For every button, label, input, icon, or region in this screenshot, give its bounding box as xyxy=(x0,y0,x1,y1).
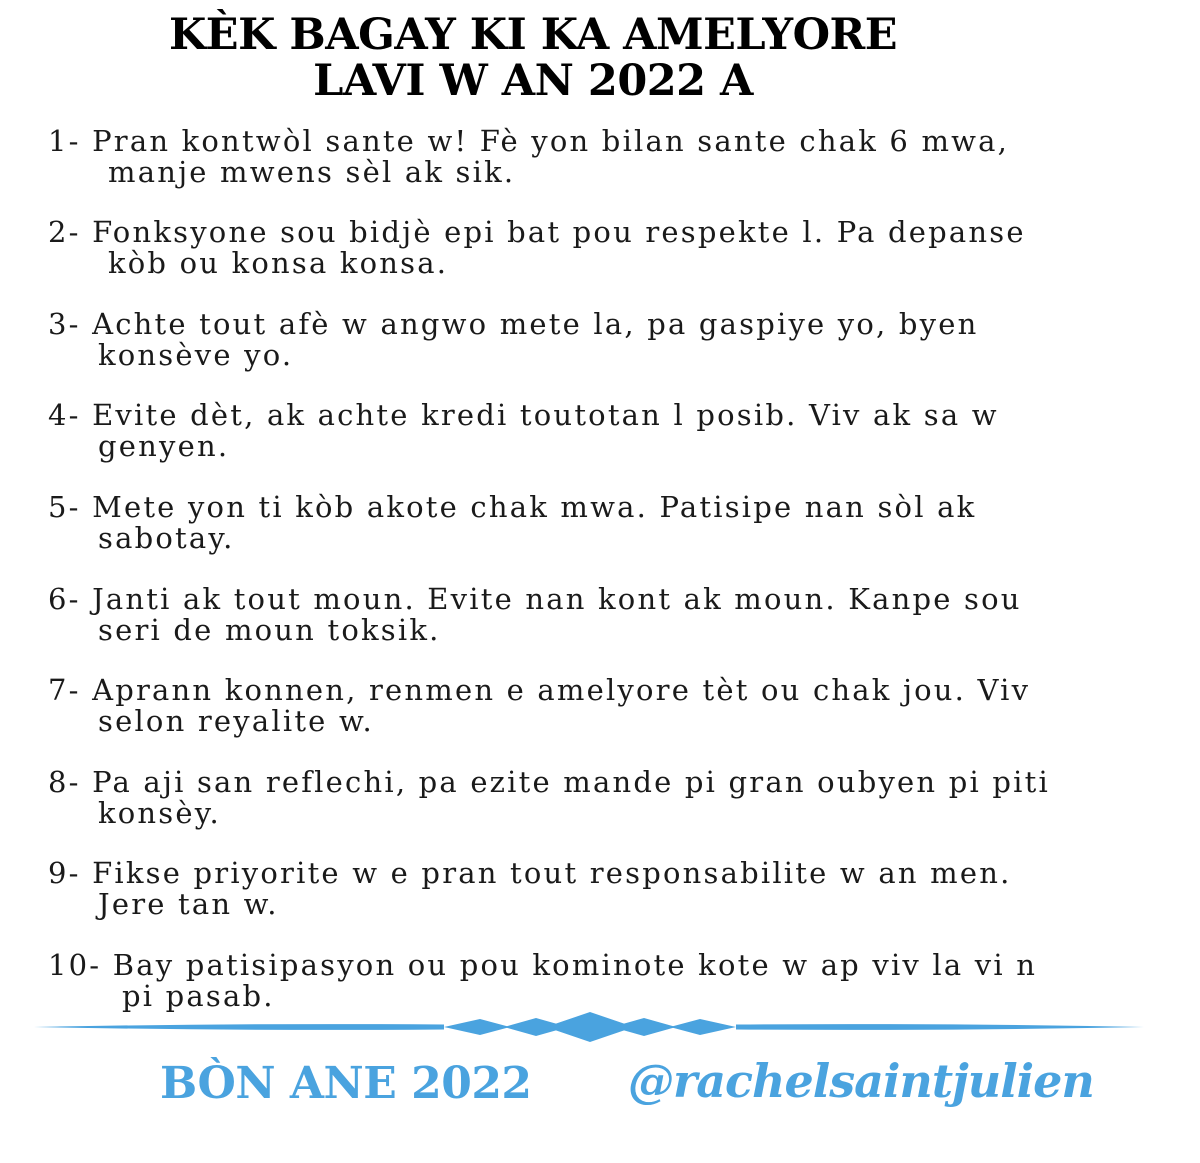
list-item xyxy=(48,675,1158,737)
item-text-line: konsèy. xyxy=(98,796,221,830)
list-item xyxy=(48,309,1158,371)
item-text-line: 4- Evite dèt, ak achte kredi toutotan l posib. Viv ak sa w xyxy=(48,398,999,432)
item-text-line: 10- Bay patisipasyon ou pou kominote kote w ap viv la vi n xyxy=(48,948,1038,982)
list-item xyxy=(48,584,1158,646)
page-title xyxy=(0,12,1066,104)
item-text-line: seri de moun toksik. xyxy=(98,613,441,647)
item-text-line: 9- Fikse priyorite w e pran tout responsabilite w an men. xyxy=(48,856,1012,890)
new-year-greeting: BÒN ANE 2022 xyxy=(160,1058,532,1109)
item-text-line: konsève yo. xyxy=(98,338,294,372)
item-text-line: 1- Pran kontwòl sante w! Fè yon bilan sante chak 6 mwa, xyxy=(48,124,1010,158)
author-handle: @rachelsaintjulien xyxy=(628,1054,1094,1108)
item-text-line: 8- Pa aji san reflechi, pa ezite mande pi gran oubyen pi piti xyxy=(48,765,1050,799)
list-item xyxy=(48,126,1158,188)
item-text-line: 7- Aprann konnen, renmen e amelyore tèt ou chak jou. Viv xyxy=(48,673,1031,707)
item-text-line: 3- Achte tout afè w angwo mete la, pa gaspiye yo, byen xyxy=(48,307,979,341)
ornament-divider xyxy=(34,1012,1146,1042)
item-text-line: Jere tan w. xyxy=(98,887,279,921)
list-item xyxy=(48,400,1158,462)
item-text-line: genyen. xyxy=(98,429,230,463)
list-item xyxy=(48,492,1158,554)
title-line-2: LAVI W AN 2022 A xyxy=(313,56,753,106)
item-text-line: 2- Fonksyone sou bidjè epi bat pou respekte l. Pa depanse xyxy=(48,215,1026,249)
item-text-line: manje mwens sèl ak sik. xyxy=(108,155,516,189)
item-text-line: sabotay. xyxy=(98,521,235,555)
item-text-line: 6- Janti ak tout moun. Evite nan kont ak moun. Kanpe sou xyxy=(48,582,1022,616)
list-item xyxy=(48,767,1158,829)
item-text-line: selon reyalite w. xyxy=(98,704,374,738)
list-item xyxy=(48,217,1158,279)
title-line-1: KÈK BAGAY KI KA AMELYORE xyxy=(168,10,898,60)
item-text-line: kòb ou konsa konsa. xyxy=(108,246,449,280)
list-item xyxy=(48,950,1158,1012)
item-text-line: 5- Mete yon ti kòb akote chak mwa. Patisipe nan sòl ak xyxy=(48,490,977,524)
list-item xyxy=(48,858,1158,920)
item-text-line: pi pasab. xyxy=(122,979,275,1013)
